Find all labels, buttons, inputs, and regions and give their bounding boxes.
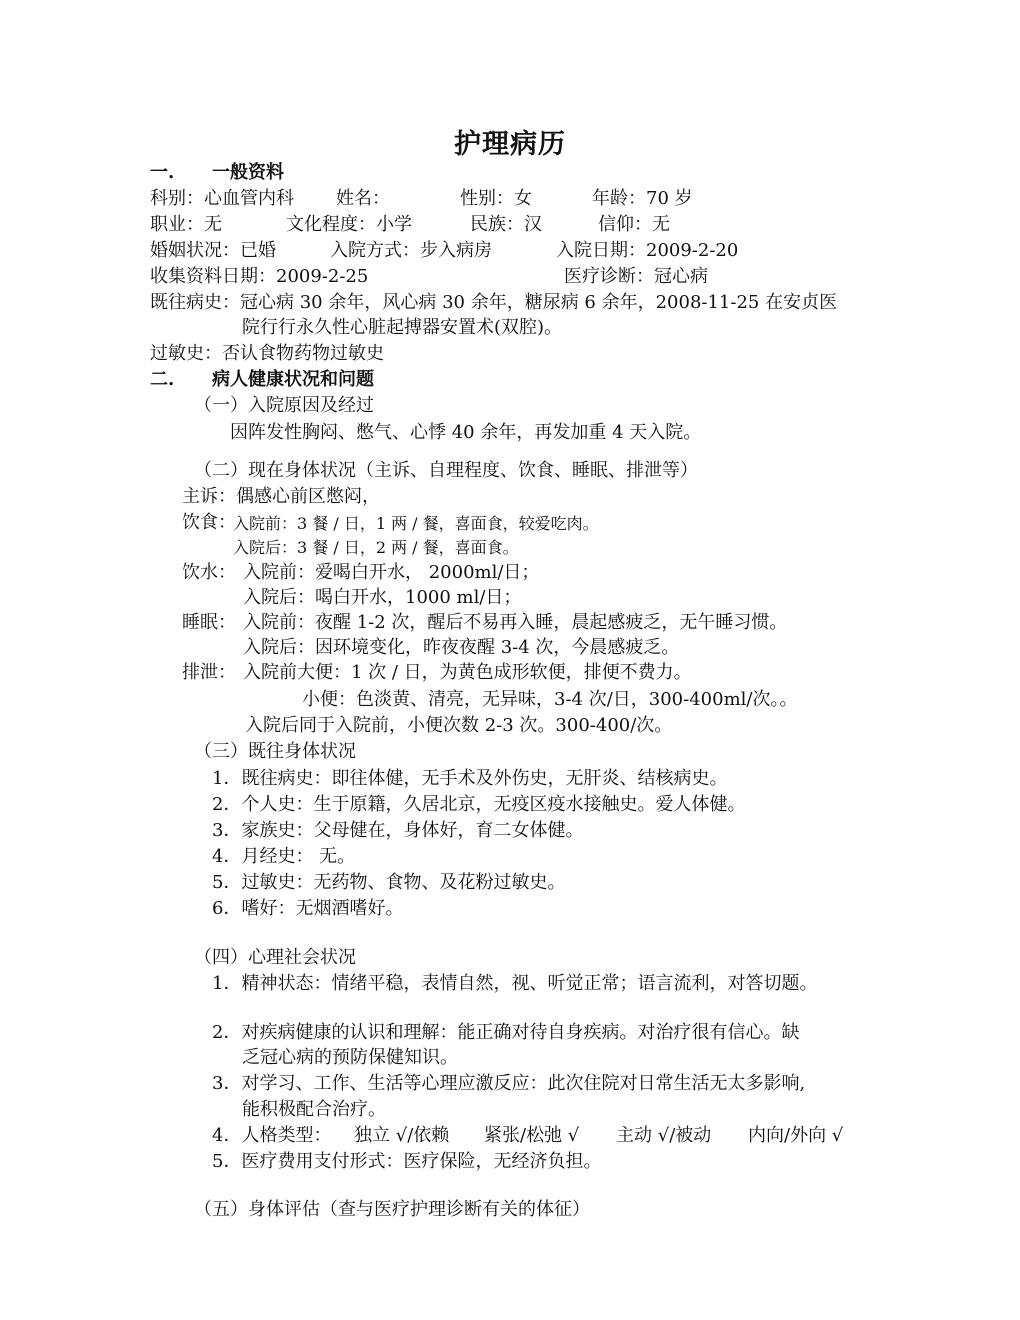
history-item: 4．月经史： 无。 xyxy=(212,846,356,867)
field-allergy: 过敏史：否认食物药物过敏史 xyxy=(150,343,384,364)
psych-item-2: 2．对疾病健康的认识和理解：能正确对待自身疾病。对治疗很有信心。缺 xyxy=(212,1022,800,1043)
urine: 小便：色淡黄、清亮，无异味，3-4 次/日，300-400ml/次。。 xyxy=(302,689,798,710)
field-admission-mode: 入院方式：步入病房 xyxy=(330,240,492,261)
sleep-label: 睡眠： xyxy=(182,612,236,633)
history-item: 1．既往病史：即往体健，无手术及外伤史，无肝炎、结核病史。 xyxy=(212,768,728,789)
field-history: 既往病史：冠心病 30 余年，风心病 30 余年，糖尿病 6 余年，2008-11-25 在安贞医 xyxy=(150,292,838,313)
water-after: 入院后：喝白开水，1000 ml/日； xyxy=(243,587,522,608)
diet-before: 入院前：3 餐 / 日，1 两 / 餐，喜面食，较爱吃肉。 xyxy=(233,514,599,533)
complaint: 主诉：偶感心前区憋闷， xyxy=(182,486,380,507)
page-title: 护理病历 xyxy=(454,129,566,160)
psych-item-3: 3．对学习、工作、生活等心理应激反应：此次住院对日常生活无太多影响, xyxy=(212,1073,806,1094)
sleep-before: 入院前：夜醒 1-2 次，醒后不易再入睡，晨起感疲乏，无午睡习惯。 xyxy=(243,612,788,633)
section2-number: 二. xyxy=(150,369,175,390)
sub2-heading: （二）现在身体状况（主诉、自理程度、饮食、睡眠、排泄等） xyxy=(194,460,698,481)
field-education: 文化程度：小学 xyxy=(286,214,412,235)
water-before: 入院前：爱喝白开水， 2000ml/日； xyxy=(243,562,540,583)
sub3-heading: （三）既往身体状况 xyxy=(194,741,356,762)
field-department: 科别：心血管内科 xyxy=(150,188,294,209)
psych-item-5: 5．医疗费用支付形式：医疗保险，无经济负担。 xyxy=(212,1151,602,1172)
field-admission-date: 入院日期：2009-2-20 xyxy=(556,240,739,261)
personality-option-initiative: 主动 √/被动 xyxy=(616,1125,712,1146)
field-diagnosis: 医疗诊断：冠心病 xyxy=(564,266,708,287)
water-label: 饮水： xyxy=(182,562,236,583)
sleep-after: 入院后：因环境变化，昨夜夜醒 3-4 次，今晨感疲乏。 xyxy=(243,637,680,658)
field-ethnicity: 民族：汉 xyxy=(470,214,542,235)
field-history-cont: 院行行永久性心脏起搏器安置术(双腔)。 xyxy=(242,317,563,338)
field-name: 姓名： xyxy=(336,188,390,209)
sub5-heading: （五）身体评估（查与医疗护理诊断有关的体征） xyxy=(194,1199,590,1220)
field-marital: 婚姻状况：已婚 xyxy=(150,240,276,261)
field-occupation: 职业：无 xyxy=(150,214,222,235)
excretion-after: 入院后同于入院前，小便次数 2-3 次。300-400/次。 xyxy=(245,715,673,736)
personality-option-introversion: 内向/外向 √ xyxy=(748,1125,844,1146)
field-religion: 信仰：无 xyxy=(598,214,670,235)
psych-item-3-cont: 能积极配合治疗。 xyxy=(242,1099,386,1120)
history-item: 6．嗜好：无烟酒嗜好。 xyxy=(212,898,404,919)
field-age: 年龄：70 岁 xyxy=(592,188,693,209)
sub1-text: 因阵发性胸闷、憋气、心悸 40 余年，再发加重 4 天入院。 xyxy=(230,422,702,443)
psych-item-2-cont: 乏冠心病的预防保健知识。 xyxy=(242,1047,458,1068)
field-sex: 性别：女 xyxy=(460,188,532,209)
diet-label: 饮食： xyxy=(182,512,236,533)
diet-after: 入院后：3 餐 / 日，2 两 / 餐，喜面食。 xyxy=(233,538,519,557)
sub1-heading: （一）入院原因及经过 xyxy=(194,395,374,416)
personality-option-tension: 紧张/松弛 √ xyxy=(484,1125,580,1146)
section2-heading: 病人健康状况和问题 xyxy=(212,369,374,390)
history-item: 2．个人史：生于原籍，久居北京，无疫区疫水接触史。爱人体健。 xyxy=(212,794,746,815)
field-collect-date: 收集资料日期：2009-2-25 xyxy=(150,266,369,287)
excretion-label: 排泄： xyxy=(182,662,236,683)
excretion-before: 入院前大便：1 次 / 日，为黄色成形软便，排便不费力。 xyxy=(243,662,692,683)
history-item: 3．家族史：父母健在，身体好，育二女体健。 xyxy=(212,820,584,841)
psych-item-1: 1．精神状态：情绪平稳，表情自然，视、听觉正常；语言流利，对答切题。 xyxy=(212,973,818,994)
section1-heading: 一般资料 xyxy=(212,162,284,183)
history-item: 5．过敏史：无药物、食物、及花粉过敏史。 xyxy=(212,872,566,893)
personality-option-independence: 独立 √/依赖 xyxy=(354,1125,450,1146)
personality-label: 4．人格类型： xyxy=(212,1125,332,1146)
section1-number: 一. xyxy=(150,162,175,183)
sub4-heading: （四）心理社会状况 xyxy=(194,947,356,968)
